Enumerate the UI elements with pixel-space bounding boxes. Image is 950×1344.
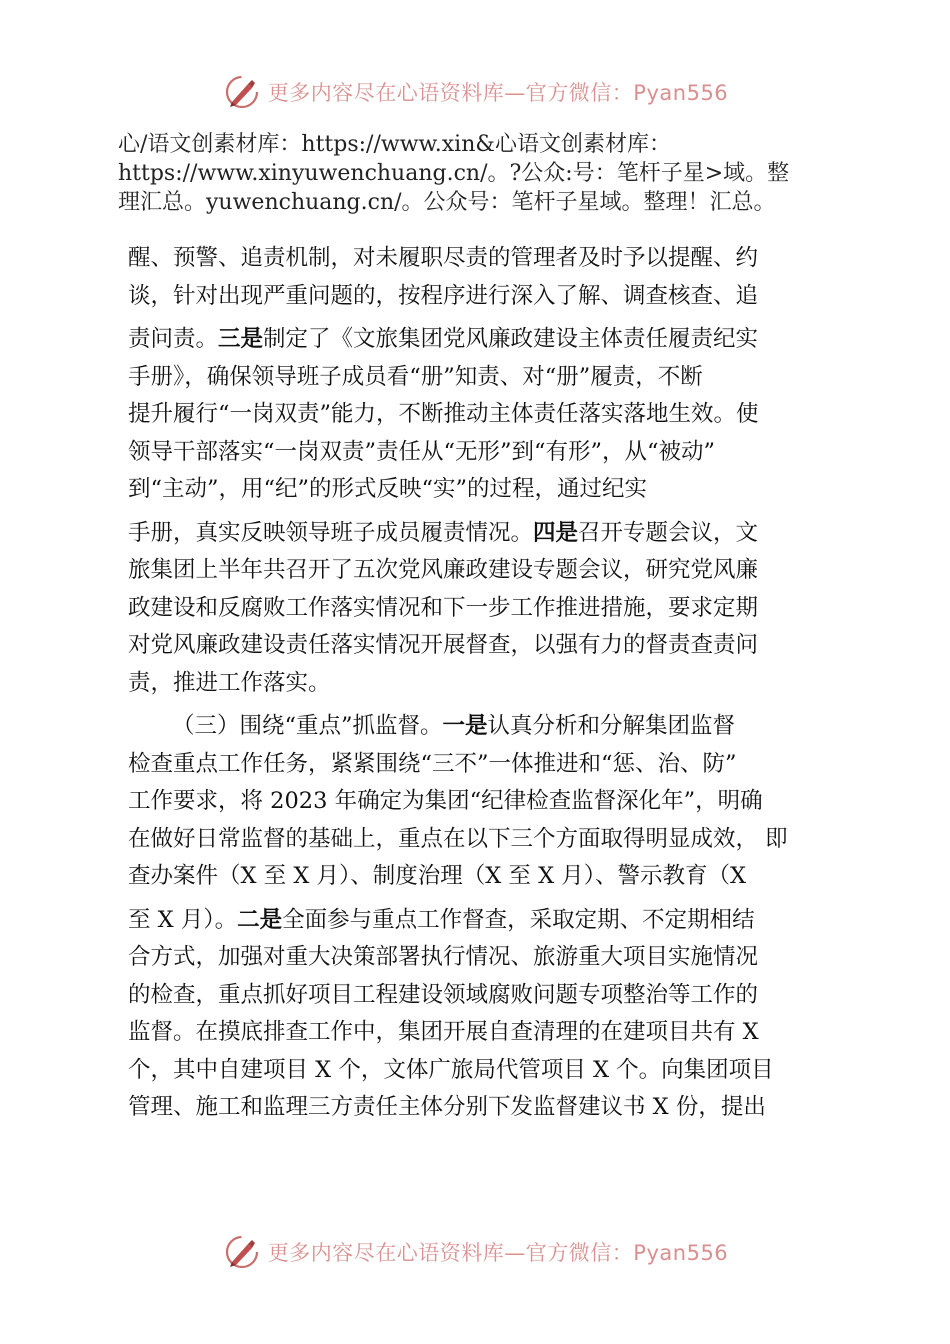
pen-logo-icon [222, 1232, 262, 1272]
bold-marker: 三是 [218, 326, 264, 352]
text-line: 旅集团上半年共召开了五次党风廉政建设专题会议，研究党风廉 [128, 557, 759, 583]
text-line: 提升履行“一岗双责”能力，不断推动主体责任落实落地生效。使 [128, 401, 759, 427]
text-run: 全面参与重点工作督查，采取定期、不定期相结 [282, 906, 755, 933]
text-run: 召开专题会议，文 [578, 519, 759, 546]
text-line [128, 708, 843, 746]
pen-logo-icon [222, 72, 262, 112]
watermark-text: 更多内容尽在心语资料库—官方微信：Pyan556 [267, 81, 729, 105]
bold-marker: 四是 [533, 519, 579, 546]
text-run: 至 X 月）。 [128, 906, 238, 933]
bold-marker: 一是 [442, 713, 488, 739]
text-line: 谈，针对出现严重问题的，按程序进行深入了解、调查核查、追 [128, 282, 759, 309]
header-line: 心/语文创素材库：https://www.xin&心语文创素材库： [118, 132, 671, 157]
watermark-bottom [0, 1230, 950, 1274]
text-line: 在做好日常监督的基础上，重点在以下三个方面取得明显成效， 即 [128, 825, 788, 852]
text-line: 个，其中自建项目 X 个，文体广旅局代管项目 X 个。向集团项目 [128, 1056, 774, 1083]
text-run: （三）围绕“重点”抓监督。 [172, 713, 443, 739]
text-line: 对党风廉政建设责任落实情况开展督查，以强有力的督责查责问 [128, 632, 759, 658]
text-line [128, 902, 843, 940]
text-line: 责，推进工作落实。 [128, 669, 331, 696]
watermark-top [0, 70, 950, 114]
text-run: 制定了《文旅集团党风廉政建设主体责任履责纪实 [263, 326, 759, 352]
bold-marker: 二是 [237, 906, 283, 933]
header-line: 理汇总。yuwenchuang.cn/。公众号：笔杆子星域。整理！汇总。 [118, 190, 776, 215]
text-line: 合方式，加强对重大决策部署执行情况、旅游重大项目实施情况 [128, 944, 759, 970]
text-run: 责问责。 [128, 326, 219, 352]
text-line [128, 515, 843, 553]
document-body [128, 240, 843, 1127]
text-line: 领导干部落实“一岗双责”责任从“无形”到“有形”，从“被动” [128, 438, 716, 465]
text-line: 政建设和反腐败工作落实情况和下一步工作推进措施，要求定期 [128, 594, 759, 621]
header-line: https://www.xinyuwenchuang.cn/。?公众:号：笔杆子星>域。整 [118, 161, 790, 186]
text-line: 查办案件（X 至 X 月）、制度治理（X 至 X 月）、警示教育（X [128, 863, 747, 889]
text-line: 监督。在摸底排查工作中，集团开展自查清理的在建项目共有 X [128, 1019, 759, 1045]
source-header [118, 130, 848, 217]
text-line: 到“主动”，用“纪”的形式反映“实”的过程，通过纪实 [128, 476, 648, 502]
text-line: 醒、预警、追责机制，对未履职尽责的管理者及时予以提醒、约 [128, 245, 759, 271]
text-line: 的检查，重点抓好项目工程建设领域腐败问题专项整治等工作的 [128, 981, 759, 1008]
text-line: 检查重点工作任务，紧紧围绕“三不”一体推进和“惩、治、防” [128, 750, 737, 777]
text-run: 手册，真实反映领导班子成员履责情况。 [128, 519, 534, 546]
text-line: 手册》，确保领导班子成员看“册”知责、对“册”履责，不断 [128, 363, 703, 390]
text-run: 认真分析和分解集团监督 [487, 713, 736, 739]
text-line: 工作要求，将 2023 年确定为集团“纪律检查监督深化年”，明确 [128, 788, 763, 814]
text-line [128, 321, 843, 359]
watermark-text: 更多内容尽在心语资料库—官方微信：Pyan556 [267, 1241, 729, 1265]
text-line: 管理、施工和监理三方责任主体分别下发监督建议书 X 份，提出 [128, 1094, 766, 1120]
